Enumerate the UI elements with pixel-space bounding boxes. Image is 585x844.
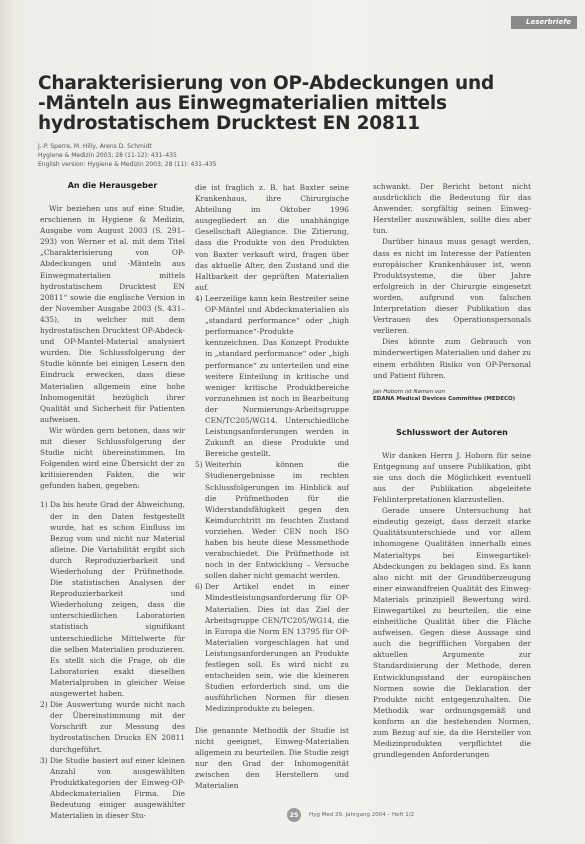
- section-heading: An die Herausgeber: [67, 181, 158, 190]
- item-text: Da bis heute Grad der Abweichung, der in den Daten festgestellt wurde, hat es schon Einfluss im Bezug vom und nicht nur Material alleine. Die Variabilität ergibt sich durch Reproduzierbarkeit und Wiederholung der Prüfmethode. Die statistischen Analysen der Reproduzierbarkeit und Wiederholung zeigen, dass die unterschiedlichen Laboratorien statistisch signifikant unterschiedliche Mittelwerte für die selben Materialien produzieren. Es stellt sich die Frage, ob die Laboratorien exakt dieselben Materialproben in gleicher Weise ausgewertet haben.: [50, 500, 185, 699]
- letter-signature: [373, 389, 531, 404]
- citation-block: [38, 142, 338, 169]
- item-number: 5): [195, 460, 203, 470]
- paragraph: die ist fraglich z. B. hat Baxter seine Krankenhaus, ihre Chirurgische Abteilung im Oktober 1996 ausgegliedert an die unabhängige Gesellschaft Allegiance. Die Zitierung, dass die Produkte von den Produkten von Baxter verkauft wird, fragen über das aktuelle Alter, den Zustand und die Haltbarkeit der geprüften Materialien auf.: [195, 183, 349, 292]
- article-title: [38, 73, 495, 134]
- paragraph: Die genannte Methodik der Studie ist nicht geeignet, Einweg-Materialien allgemein zu beurteilen. Die Studie zeigt nur den Grad der Inhomogenität zwischen den Herstellern und Materialien: [195, 725, 349, 790]
- journal-info: Hyg Med 29. Jahrgang 2004 – Heft 1/2: [309, 812, 415, 818]
- title-line: -Mänteln aus Einwegmaterialien mittels: [38, 93, 447, 114]
- item-text: Der Artikel endet in einer Mindestleistungsanforderung für OP-Materialien. Dies ist das Ziel der Arbeitsgruppe CEN/TC205/WG14, die in Europa die Norm EN 13795 für OP-Materialien vorgeschlagen hat und Leistungsanforderungen an Produkte festlegen soll. Es wird nicht zu entscheiden sein, wie die kleineren Studien erforderlich sind, um die ausführlichen Normen für diesen Medizinprodukte zu belegen.: [205, 582, 349, 714]
- item-number: 1): [40, 500, 48, 510]
- item-text: Die Auswertung wurde nicht nach der Übereinstimmung mit der Vorschrift zur Messung des hydrostatischen Drucks EN 20811 durchgeführt.: [50, 700, 185, 754]
- title-line: Charakterisierung von OP-Abdeckungen und: [38, 73, 495, 94]
- citation-german: Hygiene & Medizin 2003; 28 (11-12): 431–435: [38, 152, 177, 159]
- list-item: [195, 581, 349, 714]
- paragraph: schwankt. Der Bericht betont nicht ausdrücklich die Bedeutung für das Anwender, sorgfältig seinen Einweg-Hersteller auszuwählen, sollte dies aber tun.: [373, 182, 531, 236]
- list-item: [195, 459, 349, 581]
- signature-name: Jan Hoborn ist Namen von: [373, 388, 445, 395]
- item-number: 4): [195, 293, 203, 303]
- item-number: 2): [40, 700, 48, 710]
- paragraph: Dies könnte zum Gebrauch von minderwertigen Materialien und daher zu einem erhöhten Risiko von OP-Personal und Patient führen.: [373, 337, 531, 380]
- authors: J.-P. Sperre, M. Hilly, Arens D. Schmidt: [38, 143, 152, 150]
- title-line: hydrostatischem Drucktest EN 20811: [38, 113, 420, 134]
- column-right: [373, 181, 531, 760]
- item-text: Leerzeilige kann kein Bestreiter seine OP-Mäntel und Abdeckmaterialien als „standard performance“ oder „high performance“-Produkte kennzeichnen. Das Konzept Produkte in „standard performance“ oder „high performance“ zu unterteilen und eine weitere Einteilung in kritische und weniger kritische Produktbereiche vorzunehmen ist noch in Bearbeitung der Normierungs-Arbeitsgruppe CEN/TC205/WG14. Unterschiedliche Leistungsanforderungen werden in Zukunft an diese Produkte und Bereiche gestellt.: [205, 293, 349, 459]
- list-item: [195, 293, 349, 459]
- item-text: Die Studie basiert auf einer kleinen Anzahl von ausgewählten Produktkategorien der Einweg-OP-Abdeckmaterialien Firma. Die Bedeutung einiger ausgewählter Materialien in dieser Stu-: [50, 755, 185, 821]
- section-tag: Leserbriefe: [511, 16, 577, 29]
- paragraph: Gerade unsere Untersuchung hat eindeutig gezeigt, dass derzeit starke Qualitätsunterschiede und vor allem inhomogene Qualitäten innerhalb eines Materialtyps bei Einwegartikel-Abdeckungen zu beklagen sind. Es kann also nicht mit der Grundüberzeugung einer einwandfreien Qualität des Einweg-Materials prinzipiell Bewertung wird. Einwegartikel zu beurteilen, die eine einheitliche Qualität über die Fläche aufweisen. Gegen diese Aussage sind auch die begrifflichen Vorgaben der aktuellen Argumente zur Standardisierung der Methode, deren Entwicklungsstand der europäischen Normen sowie die Deklaration der Produkte nicht entgegenzuhalten. Die Methodik war ordnungsgemäß und konform an die bestehenden Normen, zum Bezug auf sie, da die Hersteller von Medizinprodukten verpflichtet die grundlegenden Anforderungen: [373, 506, 531, 760]
- signature-organization: EDANA Medical Devices Committee (MEDECO): [373, 396, 516, 403]
- paragraph: Wir beziehen uns auf eine Studie, erschienen in Hygiene & Medizin, Ausgabe vom August 2003 (S. 291–293) von Werner et al. mit dem Titel „Charakterisierung von OP-Abdeckungen und -Mänteln aus Einwegmaterialien mittels hydrostatischem Drucktest EN 20811“ sowie die englische Version in der November Ausgabe 2003 (S. 431–435), in welcher mit dem hydrostatischen Drucktest OP-Abdeck- und OP-Mantel-Material analysiert wurden. Die Schlussfolgerung der Studie könnte bei einigen Lesern den Eindruck erwecken, dass diese Materialien allgemein eine hohe Inhomogenität bezüglich ihrer Qualität und Sicherheit für Patienten aufweisen.: [40, 204, 185, 424]
- item-text: Weiterhin können die Studienergebnisse im rechten Schlussfolgerungen im Hinblick auf die Prüfmethoden für die Widerstandsfähigkeit gegen den Keimdurchtritt im feuchten Zustand vorziehen. Weder CEN noch ISO haben bis heute diese Messmethode verabschiedet. Die Prüfmethode ist noch in der Entwicklung – Versuche sollen daher nicht gemacht werden.: [205, 460, 349, 581]
- column-left: [40, 181, 185, 821]
- list-item: [40, 499, 185, 699]
- item-number: 3): [40, 755, 48, 765]
- section-heading: Schlusswort der Autoren: [396, 427, 508, 437]
- paragraph: Wir würden gern betonen, dass wir mit dieser Schlussfolgerung der Studie nicht übereinstimmen. Im Folgenden wird eine Übersicht der zu kritisierenden Fakten, die wir gefunden haben, gegeben:: [40, 425, 185, 491]
- column-middle: [195, 182, 349, 791]
- citation-english: English version: Hygiene & Medizin 2003; 28 (11): 431–435: [38, 161, 217, 168]
- page-number: 25: [287, 808, 301, 822]
- list-item: [40, 755, 185, 822]
- item-number: 6): [195, 582, 203, 592]
- paragraph: Wir danken Herrn J. Hoborn für seine Entgegnung auf unsere Publikation, gibt sie uns doch die Möglichkeit eventuell aus der Publikation abgeleitete Fehlinterpretationen klarzustellen.: [373, 450, 531, 505]
- list-item: [40, 699, 185, 754]
- paragraph: Darüber hinaus muss gesagt werden, dass es nicht im Interesse der Patienten europäischer Krankenhäuser ist, wenn Produktsysteme, die über Jahre erfolgreich in der Chirurgie eingesetzt worden, aufgrund von falschen Interpretation dieser Publikation das Vertrauen des Operationspersonals verlieren.: [373, 237, 531, 336]
- page-footer: [287, 808, 414, 822]
